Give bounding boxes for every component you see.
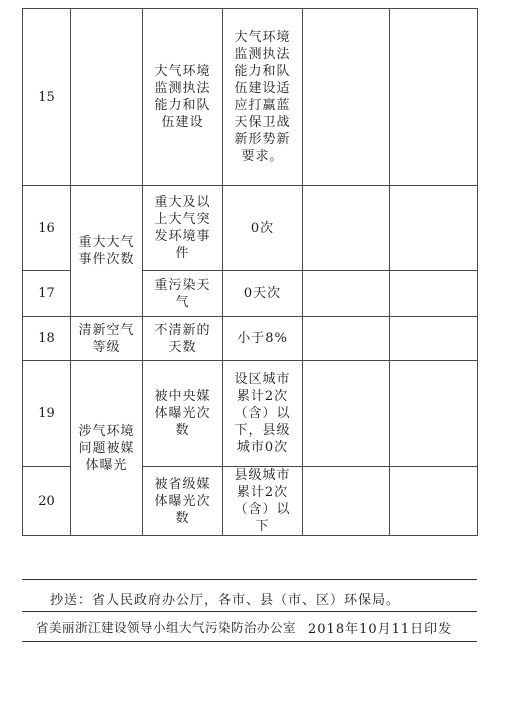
blank-cell	[390, 467, 478, 536]
row-number: 15	[23, 9, 71, 186]
category-cell	[71, 361, 143, 536]
item-text: 大气环境监测执法能力和队伍建设	[154, 64, 211, 130]
target-cell	[223, 361, 303, 467]
category-cell	[71, 186, 143, 317]
row-number: 17	[23, 271, 71, 317]
blank-cell	[303, 467, 390, 536]
blank-cell	[303, 271, 390, 317]
item-text: 重污染天气	[154, 277, 211, 310]
target-cell	[223, 186, 303, 271]
table-row	[23, 361, 478, 467]
target-text: 大气环境监测执法能力和队伍建设适应打赢蓝天保卫战新形势新要求。	[234, 30, 291, 164]
item-cell	[143, 9, 223, 186]
item-text: 重大及以上大气突发环境事件	[154, 195, 211, 261]
blank-cell	[303, 361, 390, 467]
target-cell	[223, 9, 303, 186]
target-text: 小于8%	[237, 331, 288, 346]
row-number: 18	[23, 317, 71, 361]
category-cell	[71, 317, 143, 361]
blank-cell	[303, 186, 390, 271]
row-number: 20	[23, 467, 71, 536]
item-text: 被省级媒体曝光次数	[154, 476, 211, 526]
item-cell	[143, 317, 223, 361]
item-cell	[143, 186, 223, 271]
target-text: 设区城市累计2次（含）以下，县级城市0次	[234, 372, 291, 455]
cc-distribution: 抄送：省人民政府办公厅，各市、县（市、区）环保局。	[50, 593, 401, 608]
category-text: 清新空气等级	[78, 322, 135, 355]
target-cell	[223, 317, 303, 361]
blank-cell	[390, 9, 478, 186]
blank-cell	[303, 9, 390, 186]
blank-cell	[390, 271, 478, 317]
target-text: 0次	[250, 220, 275, 236]
footer-bottom-rule	[22, 641, 477, 642]
item-cell	[143, 467, 223, 536]
table-row	[23, 9, 478, 186]
item-text: 被中央媒体曝光次数	[154, 389, 211, 438]
issuing-office: 省美丽浙江建设领导小组大气污染防治办公室	[36, 620, 297, 635]
blank-cell	[390, 361, 478, 467]
item-cell	[143, 361, 223, 467]
target-cell	[223, 467, 303, 536]
footer-top-rule	[22, 579, 477, 580]
row-number: 19	[23, 361, 71, 467]
category-text: 重大大气事件次数	[78, 235, 135, 267]
category-text: 涉气环境问题被媒体曝光	[78, 423, 135, 473]
blank-cell	[390, 186, 478, 271]
target-cell	[223, 271, 303, 317]
blank-cell	[390, 317, 478, 361]
category-cell	[71, 9, 143, 186]
target-text: 县级城市累计2次（含）以下	[234, 468, 291, 534]
row-number: 16	[23, 186, 71, 271]
issue-date: 2018年10月11日印发	[308, 622, 453, 637]
target-text: 0天次	[243, 286, 282, 301]
table-row	[23, 186, 478, 271]
indicator-table	[22, 8, 478, 536]
blank-cell	[303, 317, 390, 361]
item-cell	[143, 271, 223, 317]
table-row	[23, 317, 478, 361]
item-text: 不清新的天数	[154, 322, 211, 355]
footer-middle-rule	[22, 611, 477, 612]
